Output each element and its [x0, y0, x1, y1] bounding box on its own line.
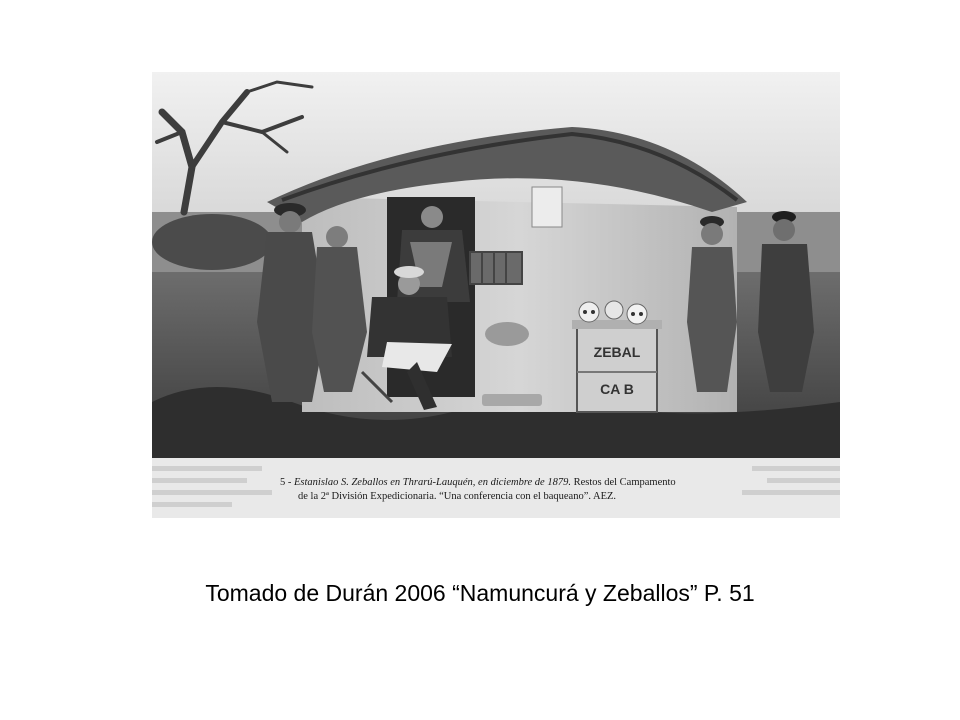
shrub-left [152, 214, 272, 270]
figure-number: 5 - [280, 477, 292, 488]
figure-caption [280, 476, 760, 503]
log [482, 394, 542, 406]
figure-caption-line-2: de la 2ª División Expedicionaria. “Una conferencia con el baqueano”. AEZ. [298, 490, 617, 502]
skull [605, 301, 623, 319]
figure-caption-italic: Estanislao S. Zeballos en Thrarú-Lauquén, en diciembre de 1879. [294, 477, 571, 488]
hut-wall-sign [532, 187, 562, 227]
slide-source-caption: Tomado de Durán 2006 “Namuncurá y Zeballos” P. 51 [205, 580, 755, 606]
historical-photograph [152, 72, 840, 458]
scanned-book-page [152, 72, 840, 518]
skull [579, 302, 599, 322]
figure-caption-line-1 [280, 476, 760, 490]
skull [627, 304, 647, 324]
figure-caption-line-1-rest: Restos del Campamento [573, 477, 676, 488]
crate-text-bottom: CA B [600, 381, 634, 397]
hut-window [470, 252, 522, 284]
crate-text-top: ZEBAL [593, 344, 641, 360]
